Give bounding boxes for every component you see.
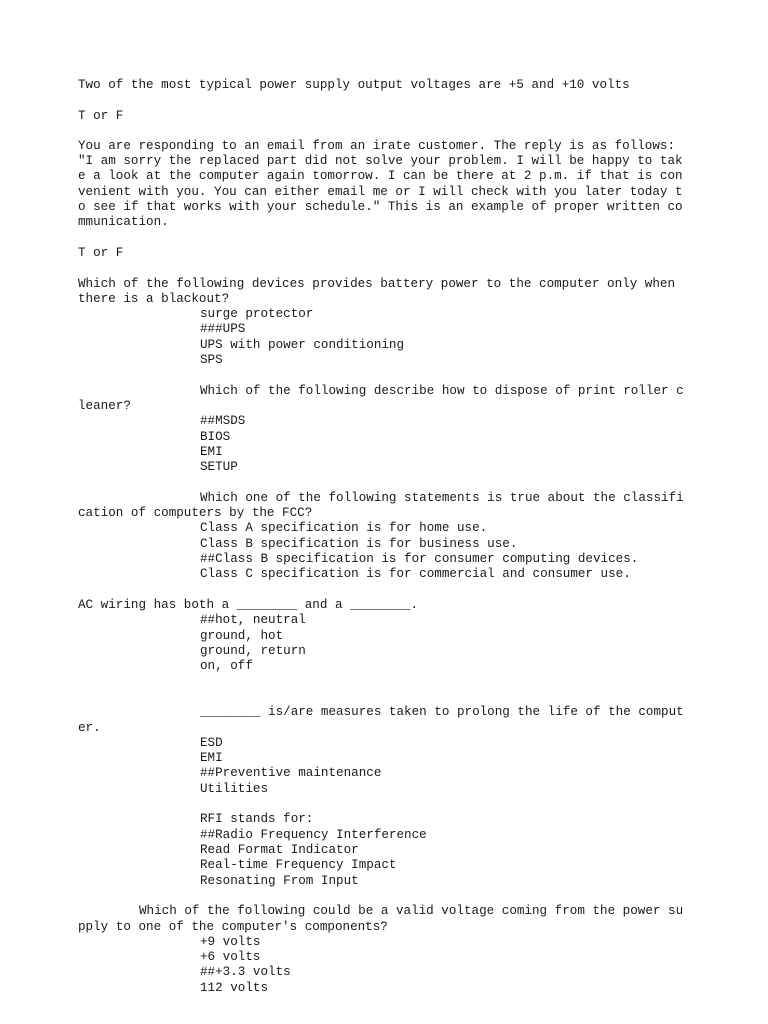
correct-answer-option: ##MSDS [200, 414, 246, 428]
question-text: ________ is/are measures taken to prolong the life of the comput [200, 705, 684, 719]
question-text: e a look at the computer again tomorrow. I can be there at 2 p.m. if that is con [78, 169, 683, 183]
answer-option: SPS [200, 353, 223, 367]
question-text: Which of the following could be a valid voltage coming from the power su [139, 904, 684, 918]
answer-option: on, off [200, 659, 253, 673]
question-text: pply to one of the computer's components? [78, 920, 388, 934]
answer-option: Resonating From Input [200, 874, 359, 888]
question-text: Which one of the following statements is true about the classifi [200, 491, 684, 505]
answer-option: UPS with power conditioning [200, 338, 405, 352]
question-text: RFI stands for: [200, 812, 314, 826]
answer-option: BIOS [200, 430, 231, 444]
true-false-prompt: T or F [78, 246, 124, 260]
answer-option: surge protector [200, 307, 314, 321]
answer-option: Real-time Frequency Impact [200, 858, 397, 872]
correct-answer-option: ##+3.3 volts [200, 965, 291, 979]
answer-option: Read Format Indicator [200, 843, 359, 857]
question-text: AC wiring has both a ________ and a ________. [78, 598, 419, 612]
correct-answer-option: ##Radio Frequency Interference [200, 828, 427, 842]
correct-answer-option: ##Preventive maintenance [200, 766, 382, 780]
correct-answer-option: ##Class B specification is for consumer computing devices. [200, 552, 639, 566]
question-text: Two of the most typical power supply output voltages are +5 and +10 volts [78, 78, 630, 92]
answer-option: ground, hot [200, 629, 284, 643]
question-text: cation of computers by the FCC? [78, 506, 313, 520]
question-text: "I am sorry the replaced part did not solve your problem. I will be happy to tak [78, 154, 683, 168]
correct-answer-option: ##hot, neutral [200, 613, 306, 627]
question-text: there is a blackout? [78, 292, 230, 306]
answer-option: EMI [200, 445, 223, 459]
answer-option: ground, return [200, 644, 306, 658]
answer-option: ESD [200, 736, 223, 750]
correct-answer-option: ###UPS [200, 322, 246, 336]
answer-option: +6 volts [200, 950, 261, 964]
question-text: leaner? [78, 399, 131, 413]
answer-option: Class C specification is for commercial and consumer use. [200, 567, 631, 581]
question-text: Which of the following describe how to dispose of print roller c [200, 384, 684, 398]
answer-option: +9 volts [200, 935, 261, 949]
answer-option: Utilities [200, 782, 269, 796]
answer-option: Class B specification is for business use. [200, 537, 518, 551]
true-false-prompt: T or F [78, 109, 124, 123]
question-text: mmunication. [78, 215, 169, 229]
question-text: o see if that works with your schedule." This is an example of proper written co [78, 200, 683, 214]
answer-option: EMI [200, 751, 223, 765]
question-text: er. [78, 721, 101, 735]
answer-option: 112 volts [200, 981, 269, 995]
question-text: You are responding to an email from an irate customer. The reply is as follows: [78, 139, 676, 153]
question-text: Which of the following devices provides battery power to the computer only when [78, 277, 676, 291]
answer-option: SETUP [200, 460, 238, 474]
question-text: venient with you. You can either email me or I will check with you later today t [78, 185, 683, 199]
answer-option: Class A specification is for home use. [200, 521, 488, 535]
